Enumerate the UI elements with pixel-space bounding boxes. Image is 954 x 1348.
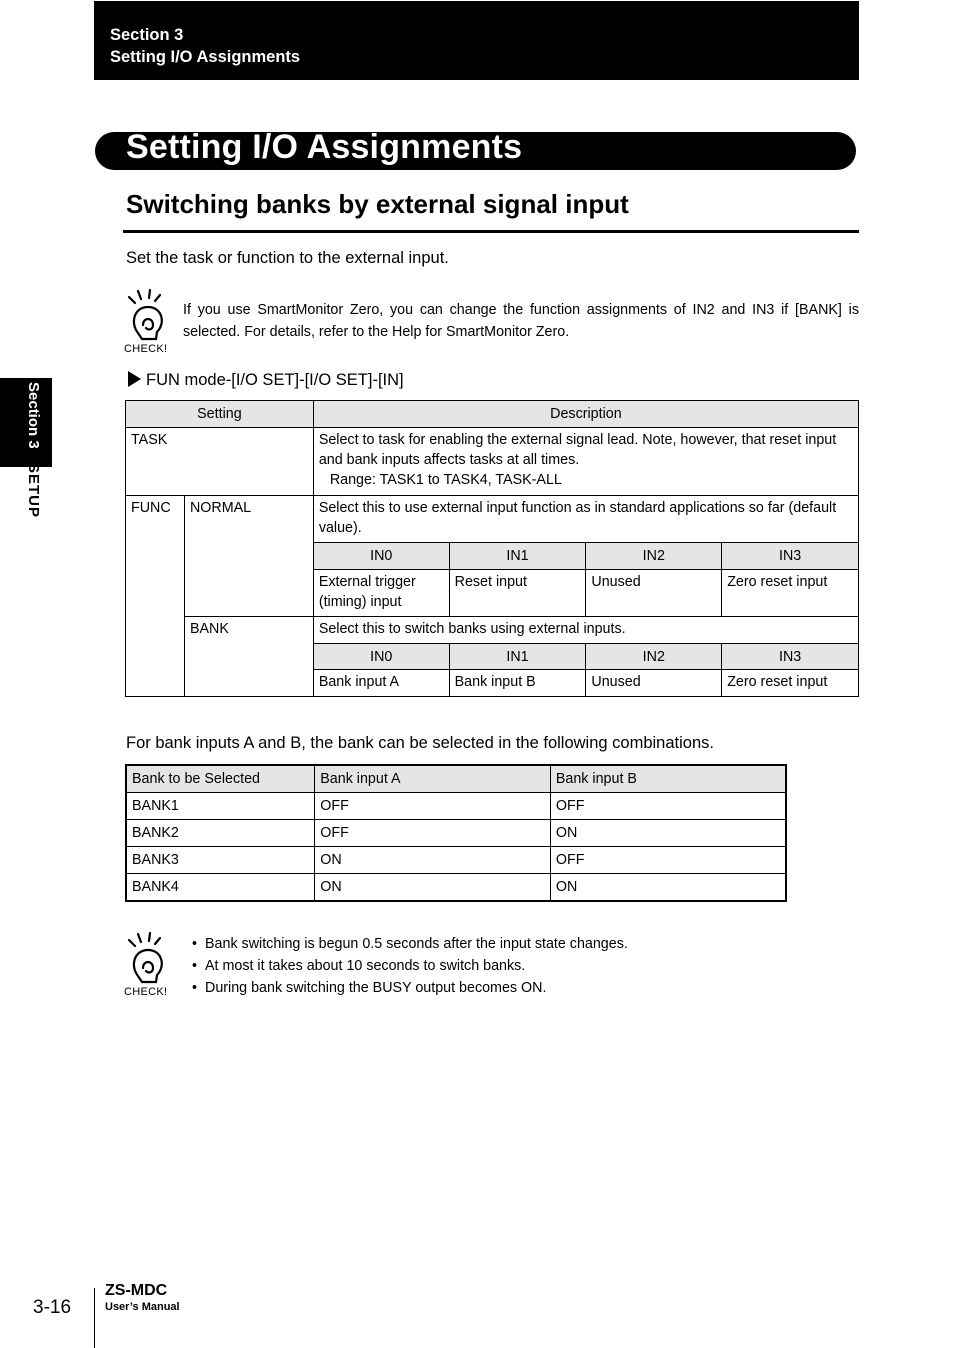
bank-name-cell: BANK4 <box>126 874 315 902</box>
task-range: Range: TASK1 to TASK4, TASK-ALL <box>329 472 562 488</box>
page-number: 3-16 <box>33 1297 72 1318</box>
bank-description: Select this to switch banks using external inputs. <box>313 617 858 644</box>
bank-table-header-input-a: Bank input A <box>315 765 551 793</box>
header-section-title: Setting I/O Assignments <box>110 48 301 66</box>
check-bullet-list <box>192 933 628 999</box>
side-tab-section: Section 3 <box>25 382 42 449</box>
task-description-main: Select to task for enabling the external signal lead. Note, however, that reset input and bank inputs affects tasks at all times. <box>318 432 837 468</box>
check-label: CHECK! <box>124 343 168 355</box>
side-tab-text <box>25 382 42 518</box>
check-bulb-icon <box>124 932 168 986</box>
bank-in0-value: Bank input A <box>313 670 449 697</box>
check-block-2 <box>124 932 176 1002</box>
bank-in1-value: Bank input B <box>449 670 586 697</box>
footer-divider <box>94 1288 95 1348</box>
intro-text: Set the task or function to the external input. <box>126 249 449 267</box>
bank-in0-header: IN0 <box>313 644 449 670</box>
bank-in3-header: IN3 <box>722 644 859 670</box>
check-bulb-icon <box>124 289 168 343</box>
bank-name-cell: BANK3 <box>126 847 315 874</box>
bank-in2-header: IN2 <box>586 644 722 670</box>
table-row <box>126 847 786 874</box>
check-label: CHECK! <box>124 986 168 998</box>
input-b-cell: OFF <box>550 847 786 874</box>
input-b-cell: ON <box>550 874 786 902</box>
bank-name-cell: BANK2 <box>126 820 315 847</box>
input-b-cell: ON <box>550 820 786 847</box>
header-section-number: Section 3 <box>110 26 184 44</box>
bank-combination-table <box>125 764 787 902</box>
table-row-normal <box>126 496 859 543</box>
page-title-bar <box>95 128 856 170</box>
normal-in3-value: Zero reset input <box>722 570 859 617</box>
table-row <box>126 793 786 820</box>
normal-in2-value: Unused <box>586 570 722 617</box>
setting-func: FUNC <box>126 496 185 697</box>
bank-in3-value: Zero reset input <box>722 670 859 697</box>
table-row-bank <box>126 617 859 644</box>
table-row <box>126 874 786 902</box>
setting-bank: BANK <box>184 617 313 697</box>
header-cell-description: Description <box>313 401 858 428</box>
settings-table <box>125 400 859 697</box>
setting-task: TASK <box>126 428 314 496</box>
page-title: Setting I/O Assignments <box>126 128 523 166</box>
setting-normal: NORMAL <box>184 496 313 617</box>
list-item: • At most it takes about 10 seconds to switch banks. <box>192 955 628 977</box>
table-row <box>126 820 786 847</box>
table-row-task <box>126 428 859 496</box>
footer-manual-label: User’s Manual <box>105 1301 180 1313</box>
menu-path-text: FUN mode-[I/O SET]-[I/O SET]-[IN] <box>146 371 404 389</box>
input-a-cell: ON <box>315 874 551 902</box>
bank-in2-value: Unused <box>586 670 722 697</box>
footer-product-name: ZS-MDC <box>105 1282 168 1299</box>
bank-table-header-bank: Bank to be Selected <box>126 765 315 793</box>
table-header-row <box>126 401 859 428</box>
bank-table-header-input-b: Bank input B <box>550 765 786 793</box>
normal-in1-header: IN1 <box>449 543 586 570</box>
bank-table-header-row <box>126 765 786 793</box>
side-tab-label: SETUP <box>25 462 42 518</box>
normal-description: Select this to use external input function as in standard applications so far (default value). <box>313 496 858 543</box>
normal-in2-header: IN2 <box>586 543 722 570</box>
bank-in1-header: IN1 <box>449 644 586 670</box>
input-a-cell: ON <box>315 847 551 874</box>
input-b-cell: OFF <box>550 793 786 820</box>
task-description <box>313 428 858 496</box>
subsection-rule <box>123 230 859 233</box>
header-cell-setting: Setting <box>126 401 314 428</box>
list-item: • During bank switching the BUSY output becomes ON. <box>192 977 628 999</box>
play-triangle-icon <box>128 371 141 387</box>
section-header-bar <box>94 1 859 80</box>
normal-in1-value: Reset input <box>449 570 586 617</box>
check-note-text: If you use SmartMonitor Zero, you can change the function assignments of IN2 and IN3 if [BANK] is selected. For details, refer to the Help for SmartMonitor Zero. <box>183 302 859 340</box>
menu-path <box>128 371 404 390</box>
check-block-1 <box>124 289 176 359</box>
subsection-title: Switching banks by external signal input <box>126 189 629 219</box>
normal-in3-header: IN3 <box>722 543 859 570</box>
input-a-cell: OFF <box>315 820 551 847</box>
input-a-cell: OFF <box>315 793 551 820</box>
combination-intro: For bank inputs A and B, the bank can be selected in the following combinations. <box>126 734 714 752</box>
normal-in0-value: External trigger (timing) input <box>313 570 449 617</box>
list-item: • Bank switching is begun 0.5 seconds after the input state changes. <box>192 933 628 955</box>
normal-in0-header: IN0 <box>313 543 449 570</box>
bank-name-cell: BANK1 <box>126 793 315 820</box>
